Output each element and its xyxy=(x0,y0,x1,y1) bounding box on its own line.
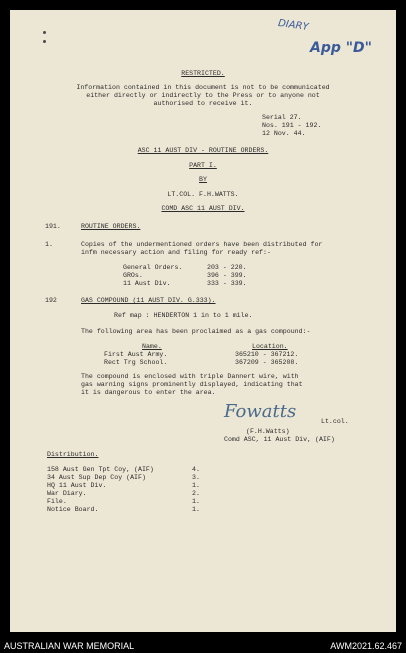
handwritten-diary: DIARY xyxy=(277,17,310,34)
punch-hole xyxy=(43,40,46,43)
distribution-unit: 34 Aust Sup Dep Coy (AIF) xyxy=(47,474,146,481)
serial: Serial 27. xyxy=(262,114,302,121)
location-column-header: Location. xyxy=(252,343,288,350)
orders-label: GROs. xyxy=(123,272,143,279)
distribution-unit: Notice Board. xyxy=(47,506,99,513)
order-191-number: 191. xyxy=(45,223,61,230)
footer-source: AUSTRALIAN WAR MEMORIAL xyxy=(4,641,135,651)
orders-label: 11 Aust Div. xyxy=(123,280,171,287)
document-page xyxy=(10,10,396,632)
distribution-count: 3. xyxy=(192,474,200,481)
compound-location: 365210 - 367212. xyxy=(235,351,299,358)
punch-hole xyxy=(43,31,46,34)
compound-note-3: it is dangerous to enter the area. xyxy=(81,389,216,396)
order-191-item: 1. xyxy=(45,241,53,248)
part-title: PART I. xyxy=(189,162,217,169)
orders-range: 396 - 399. xyxy=(207,272,247,279)
footer-accession: AWM2021.62.467 xyxy=(330,641,402,651)
ref-map: Ref map : HENDERTON 1 in to 1 mile. xyxy=(114,312,253,319)
gas-compound-intro: The following area has been proclaimed as a gas compound:- xyxy=(81,328,311,335)
classification: RESTRICTED. xyxy=(181,70,225,77)
handwritten-appendix: App "D" xyxy=(310,40,372,56)
name-column-header: Name. xyxy=(142,343,162,350)
signature-rank: Lt.col. xyxy=(321,418,349,425)
distribution-unit: File. xyxy=(47,498,67,505)
orders-label: General Orders. xyxy=(123,264,183,271)
command-line: COMD ASC 11 AUST DIV. xyxy=(161,205,245,212)
orders-range: 203 - 220. xyxy=(207,264,247,271)
order-date: 12 Nov. 44. xyxy=(262,130,306,137)
compound-location: 367209 - 365208. xyxy=(235,359,299,366)
compound-note-1: The compound is enclosed with triple Dannert wire, with xyxy=(81,373,299,380)
signature-title: Comd ASC, 11 Aust Div, (AIF) xyxy=(224,436,335,443)
distribution-unit: War Diary. xyxy=(47,490,87,497)
signature-scrawl: Fowatts xyxy=(224,401,297,422)
compound-name: Rect Trg School. xyxy=(104,359,168,366)
distribution-heading: Distribution. xyxy=(47,451,99,458)
compound-note-2: gas warning signs prominently displayed, indicating that xyxy=(81,381,303,388)
order-191-heading: ROUTINE ORDERS. xyxy=(81,223,141,230)
distribution-unit: HQ 11 Aust Div. xyxy=(47,482,107,489)
distribution-count: 1. xyxy=(192,482,200,489)
warning-line-2: either directly or indirectly to the Press or to anyone not xyxy=(86,92,320,99)
distribution-count: 4. xyxy=(192,466,200,473)
order-191-text-2: infm necessary action and filing for ready ref:- xyxy=(81,249,271,256)
order-numbers: Nos. 191 - 192. xyxy=(262,122,322,129)
orders-range: 333 - 339. xyxy=(207,280,247,287)
distribution-count: 1. xyxy=(192,506,200,513)
warning-line-1: Information contained in this document is not to be communicated xyxy=(76,84,330,91)
distribution-count: 2. xyxy=(192,490,200,497)
signature-name: (F.H.Watts) xyxy=(246,428,290,435)
distribution-unit: 158 Aust Gen Tpt Coy, (AIF) xyxy=(47,466,154,473)
by-line: BY xyxy=(199,176,207,183)
order-192-number: 192 xyxy=(45,297,57,304)
main-title: ASC 11 AUST DIV - ROUTINE ORDERS. xyxy=(137,147,269,154)
compound-name: First Aust Army. xyxy=(104,351,168,358)
warning-line-3: authorised to receive it. xyxy=(153,100,253,107)
order-191-text-1: Copies of the undermentioned orders have been distributed for xyxy=(81,241,323,248)
distribution-count: 1. xyxy=(192,498,200,505)
order-192-heading: GAS COMPOUND (11 AUST DIV. G.333). xyxy=(81,297,216,304)
officer-line: LT.COL. F.H.WATTS. xyxy=(167,191,239,198)
